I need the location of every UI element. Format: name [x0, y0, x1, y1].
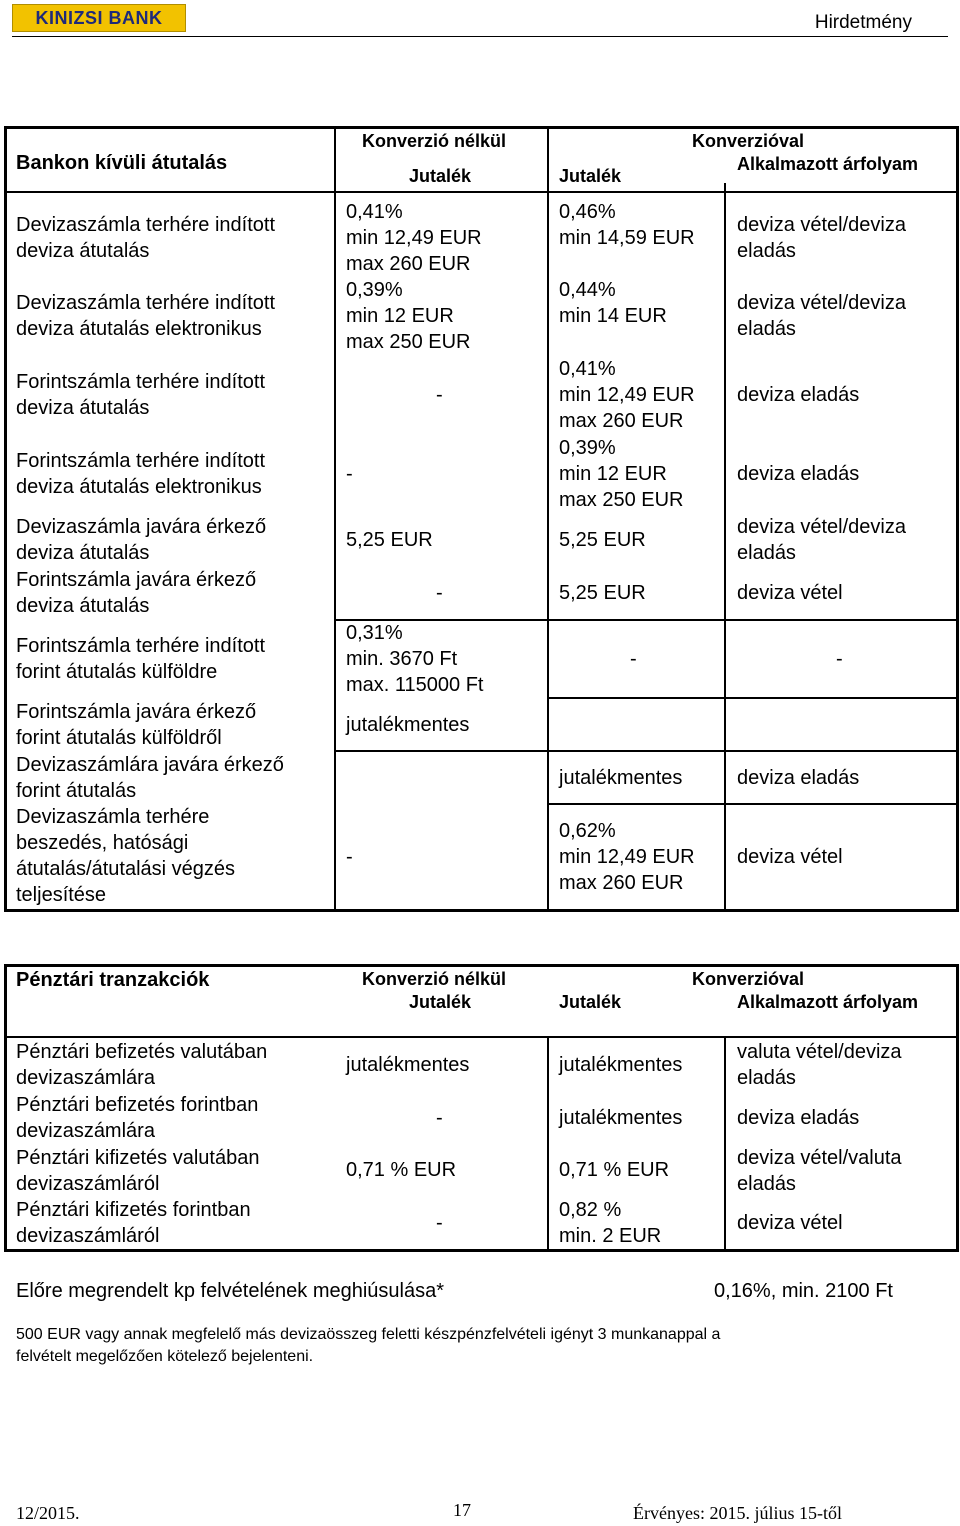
- table1-header-alkalmazott-arfolyam: Alkalmazott árfolyam: [737, 154, 919, 174]
- footnote: 500 EUR vagy annak megfelelő más devizaösszeg feletti készpénzfelvételi igényt 3 munkanappal a felvételt megelőzően kötelező bejelenteni.: [16, 1326, 721, 1365]
- table1-row-val: -: [630, 648, 637, 670]
- table1-header-konverzioval: Konverzióval: [692, 131, 805, 151]
- table2-col-divider-2: [547, 1036, 549, 1252]
- table2-header-divider: [4, 1036, 959, 1038]
- table1-row-nelkul: jutalékmentes: [346, 714, 470, 736]
- table2-row-val: 0,82 % min. 2 EUR: [559, 1199, 662, 1247]
- footer-valid-from: Érvényes: 2015. július 15-től: [633, 1503, 842, 1523]
- table1-header-konverzio-nelkul: Konverzió nélkül: [362, 131, 507, 151]
- table2-col-divider-3: [724, 1036, 726, 1252]
- table1-row-nelkul: -: [436, 384, 443, 406]
- table2-row-label: Pénztári kifizetés valutában devizaszámláról: [16, 1147, 260, 1195]
- table1-row-val: 0,44% min 14 EUR: [559, 279, 667, 327]
- table1-row-nelkul: 5,25 EUR: [346, 529, 433, 551]
- table1-row-divider: [334, 750, 959, 752]
- bank-logo: [12, 4, 186, 32]
- table2-right-border: [956, 964, 959, 1252]
- table2-bottom-border: [4, 1249, 959, 1252]
- table1-row-label: Forintszámla terhére indított forint átutalás külföldre: [16, 635, 265, 683]
- document-type-title: Hirdetmény: [814, 12, 912, 33]
- table1-row-label: Forintszámla javára érkező forint átutalás külföldről: [16, 701, 257, 749]
- table2-row-arfolyam: deviza vétel: [737, 1212, 843, 1234]
- table1-header-divider: [4, 191, 959, 193]
- table1-row-val: 0,62% min 12,49 EUR max 260 EUR: [559, 820, 695, 894]
- table1-col-divider-2: [547, 126, 549, 912]
- table1-right-border: [956, 126, 959, 912]
- table1-row-arfolyam: deviza vétel: [737, 846, 843, 868]
- header-divider: [12, 36, 948, 37]
- table1-row-nelkul: 0,41% min 12,49 EUR max 260 EUR: [346, 201, 482, 275]
- table1-row-label: Forintszámla terhére indított deviza átutalás: [16, 371, 265, 419]
- bank-logo-text: KINIZSI BANK: [35, 7, 163, 28]
- table2-row-arfolyam: valuta vétel/deviza eladás: [737, 1041, 902, 1089]
- table1-row-val: 5,25 EUR: [559, 582, 646, 604]
- footer-date: 12/2015.: [16, 1503, 80, 1523]
- table1-row-nelkul: -: [436, 582, 443, 604]
- table2-row-label: Pénztári kifizetés forintban devizaszámláról: [16, 1199, 251, 1247]
- table1-row-nelkul: -: [346, 846, 353, 868]
- table1-row-label: Forintszámla terhére indított deviza átutalás elektronikus: [16, 450, 265, 498]
- page-number: 17: [453, 1500, 471, 1520]
- table1-row-val: 5,25 EUR: [559, 529, 646, 551]
- table1-row-arfolyam: deviza eladás: [737, 463, 860, 485]
- table1-row-arfolyam: deviza vétel: [737, 582, 843, 604]
- table2-header-konverzioval: Konverzióval: [692, 969, 805, 989]
- table2-header-alkalmazott-arfolyam: Alkalmazott árfolyam: [737, 992, 919, 1012]
- table1-row-nelkul: -: [346, 463, 353, 485]
- table1-row-val: 0,39% min 12 EUR max 250 EUR: [559, 437, 684, 511]
- table1-row-val: 0,46% min 14,59 EUR: [559, 201, 695, 249]
- table2-row-arfolyam: deviza vétel/valuta eladás: [737, 1147, 902, 1195]
- table2-row-arfolyam: deviza eladás: [737, 1107, 860, 1129]
- table1-title: Bankon kívüli átutalás: [16, 152, 228, 174]
- table2-left-border: [4, 964, 7, 1252]
- table2-row-label: Pénztári befizetés forintban devizaszámlára: [16, 1094, 259, 1142]
- table1-header-jutalek-1: Jutalék: [409, 166, 472, 186]
- table1-header-jutalek-2: Jutalék: [559, 166, 622, 186]
- table1-col-divider-1: [334, 126, 336, 912]
- table1-row-arfolyam: deviza vétel/deviza eladás: [737, 516, 906, 564]
- table1-bottom-border: [4, 909, 959, 912]
- table1-row-label: Devizaszámla terhére indított deviza átutalás elektronikus: [16, 292, 276, 340]
- table1-row-arfolyam: deviza eladás: [737, 384, 860, 406]
- table1-row-arfolyam: deviza vétel/deviza eladás: [737, 292, 906, 340]
- table2-row-nelkul: -: [436, 1107, 443, 1129]
- table1-row-divider: [547, 697, 959, 699]
- table1-row-divider: [547, 803, 959, 805]
- table1-row-nelkul: 0,31% min. 3670 Ft max. 115000 Ft: [346, 622, 484, 696]
- table2-row-label: Pénztári befizetés valutában devizaszámlára: [16, 1041, 268, 1089]
- table2-header-jutalek-1: Jutalék: [409, 992, 472, 1012]
- table1-left-border: [4, 126, 7, 912]
- cash-withdrawal-cancel-fee: 0,16%, min. 2100 Ft: [714, 1280, 893, 1302]
- table1-row-val: 0,41% min 12,49 EUR max 260 EUR: [559, 358, 695, 432]
- table2-row-nelkul: 0,71 % EUR: [346, 1159, 457, 1181]
- table1-row-label: Devizaszámlára javára érkező forint átutalás: [16, 754, 284, 802]
- table2-row-nelkul: jutalékmentes: [346, 1054, 470, 1076]
- table2-header-jutalek-2: Jutalék: [559, 992, 622, 1012]
- table2-header-konverzio-nelkul: Konverzió nélkül: [362, 969, 507, 989]
- table1-row-arfolyam: -: [836, 648, 843, 670]
- table1-row-label: Forintszámla javára érkező deviza átutalás: [16, 569, 257, 617]
- table1-row-label: Devizaszámla terhére beszedés, hatósági átutalás/átutalási végzés teljesítése: [16, 806, 236, 906]
- cash-withdrawal-cancel-label: Előre megrendelt kp felvételének meghiúsulása*: [16, 1280, 445, 1302]
- table1-row-label: Devizaszámla javára érkező deviza átutalás: [16, 516, 267, 564]
- table1-row-arfolyam: deviza eladás: [737, 767, 860, 789]
- table1-row-arfolyam: deviza vétel/deviza eladás: [737, 214, 906, 262]
- table1-row-nelkul: 0,39% min 12 EUR max 250 EUR: [346, 279, 471, 353]
- table2-row-val: jutalékmentes: [559, 1107, 683, 1129]
- table1-row-label: Devizaszámla terhére indított deviza átutalás: [16, 214, 276, 262]
- table2-title: Pénztári tranzakciók: [16, 969, 210, 991]
- table1-row-val: jutalékmentes: [559, 767, 683, 789]
- table2-row-val: jutalékmentes: [559, 1054, 683, 1076]
- table2-row-val: 0,71 % EUR: [559, 1159, 670, 1181]
- table2-row-nelkul: -: [436, 1212, 443, 1234]
- table1-top-border: [4, 126, 959, 129]
